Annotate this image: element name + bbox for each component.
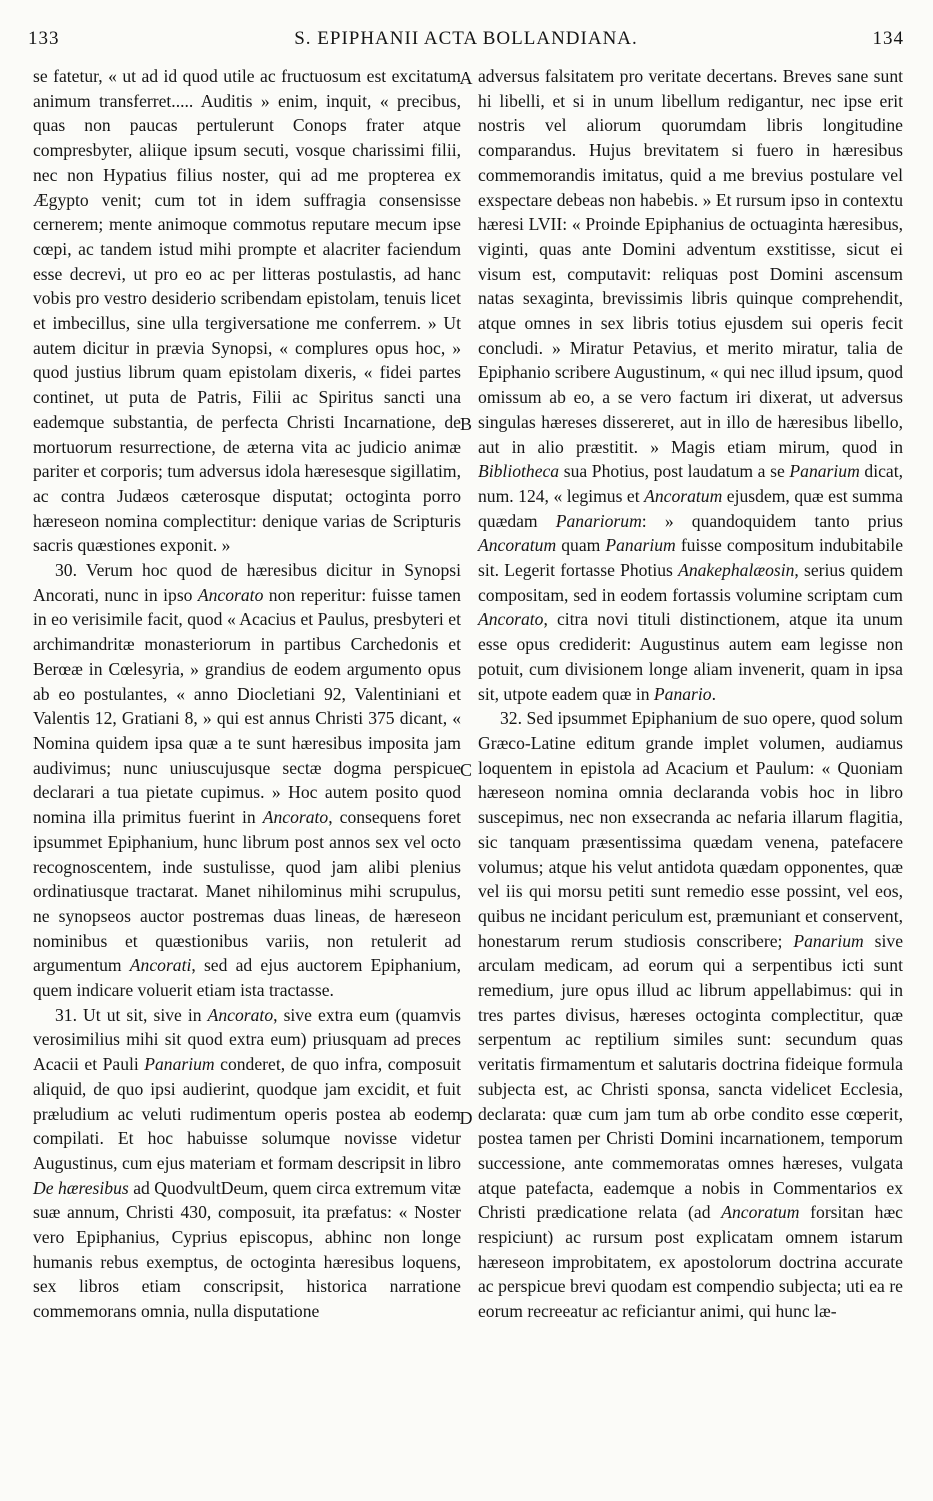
page-number-left: 133: [28, 28, 60, 49]
left-column: [33, 64, 461, 1324]
margin-mark-d: D: [459, 1108, 473, 1128]
margin-mark-b: B: [459, 414, 472, 434]
paragraph-31: 31. Ut ut sit, sive in Ancorato, sive extra eum (quamvis verosimilius mihi sit quod extra eum) priusquam ad preces Acacii et Pauli Panarium conderet, de quo infra, composuit aliquid, de quo ipsi audierint, quodque jam excidit, et fuit præludium ac veluti rudimentum operis postea ab eodem compilati. Et hoc habuisse solumque novisse videtur Augustinus, cum ejus materiam et formam descripsit in libro De hæresibus ad QuodvultDeum, quem circa extremum vitæ suæ annum, Christi 430, composuit, ita præfatus: « Noster vero Epiphanius, Cyprius episcopus, abhinc non longe humanis rebus exemptus, de octoginta hæresibus loquens, sex libros etiam conscripsit, historica narratione commemorans omnia, nulla disputatione: [33, 1004, 462, 1322]
page-number-right: 134: [872, 28, 904, 49]
right-column: [478, 64, 903, 1324]
paragraph-29-continued: se fatetur, « ut ad id quod utile ac fructuosum est excitatum animum transferret..... Auditis » enim, inquit, « precibus, quas non paucas pertulerunt Conops frater atque compresbyter, aliique ipsum secuti, vosque charissimi filii, nec non Hypatius filius noster, qui ad me propterea ex Ægypto venit; cum tot in idem suffragia consensisse cernerem; mente animoque commotus reputare mecum ipse cœpi, ac tandem istud mihi prompte et alacriter faciendum esse decrevi, ut pro eo ac per litteras postulastis, ad hanc vobis pro vestro desiderio scribendam epistolam, tenuis licet et imbecillus, sine ulla tergiversatione me conferrem. » Ut autem dicitur in prævia Synopsi, « complures opus hoc, » quod justius librum quam epistolam dixeris, « fidei partes continet, ut puta de Patris, Filii ac Spiritus sancti una eademque substantia, de perfecta Christi Incarnatione, de mortuorum resurrectione, de æterna vita ac judicio animæ pariter et corporis; tum adversus idola hæresesque sigillatim, ac contra Judæos cæterosque disputat; octoginta porro hæreseon nomina complectitur: denique varias de Scripturis sacris quæstiones exponit. »: [33, 66, 462, 556]
paragraph-31-continued: adversus falsitatem pro veritate decertans. Breves sane sunt hi libelli, et si in unum libellum redigantur, nec ipse erit nostris vel aliorum quorumdam libris longitudine comparandus. Hujus brevitatem si fuero in hæresibus commemorandis imitatus, quid a me brevius postulare vel exspectare debeas non habebis. » Et rursum ipso in contextu hæresi LVII: « Proinde Epiphanius de octuaginta hæresibus, viginti, quas ante Domini adventum exstitisse, sicut ei visum est, computavit: reliquas post Domini ascensum natas sexaginta, brevissimis libris quinque comprehendit, atque omnes in sex libris totius ejusdem sui operis fecit concludi. » Miratur Petavius, et merito miratur, talia de Epiphanio scribere Augustinum, « qui nec illud ipsum, quod omissum ab eo, a se vero factum iri dixerat, ut adversus singulas hæreses dissereret, aut in illo de hæresibus libello, aut in alio præstitit. » Magis etiam mirum, quod in Bibliotheca sua Photius, post laudatum a se Panarium dicat, num. 124, « legimus et Ancoratum ejusdem, quæ est summa quædam Panariorum: » quandoquidem tanto prius Ancoratum quam Panarium fuisse compositum indubitabile sit. Legerit fortasse Photius Anakephalæosin, serius quidem compositam, sed in eodem fortassis volumine scriptam cum Ancorato, citra novi tituli distinctionem, atque ita unum esse opus crediderit: Augustinus autem eam legisse non potuit, cum divisionem longe aliam invenerit, quam in ipsa sit, utpote eadem quæ in Panario.: [478, 66, 903, 704]
running-title: S. EPIPHANII ACTA BOLLANDIANA.: [294, 28, 638, 49]
margin-mark-c: C: [459, 760, 472, 780]
paragraph-32: 32. Sed ipsummet Epiphanium de suo opere, quod solum Græco-Latine editum grande implet volumen, audiamus loquentem in epistola ad Acacium et Paulum: « Quoniam hæreseon nomina omnia declaranda vobis hoc in libro suscepimus, nec non exsecranda ac nefaria illarum flagitia, sic tanquam præsentissima quædam venena, patefacere volumus; atque his velut antidota quædam opponentes, quæ vel iis qui morsu petiti sunt remedio esse possint, vel eos, quibus ne incidant periculum est, præmuniant et conservent, honestarum rerum studiosis conscribere; Panarium sive arculam medicam, ad eorum qui a serpentibus icti sunt remedium, jure opus illud ac librum appellabimus: qui in tres partes divisus, hæreses octoginta complectitur, quæ serpentum ac reptilium similes sunt: secundum quas veritatis firmamentum et salutaris doctrina fideique formula subjecta est, ac Christi sponsa, sancta videlicet Ecclesia, declarata: quæ cum jam tum ab orbe condito esse cœperit, postea tamen per Christi Domini incarnationem, temporum successione, ante commemoratas omnes hæreses, vulgata atque patefacta, eademque a nobis in Commentarios ex Christi prædicatione relata (ad Ancoratum forsitan hæc respiciunt) ac rursum post explicatam omnem istarum hæreseon improbitatem, ex apostolorum doctrina accurate ac perspicue brevi quodam est compendio subjecta; uti ea re eorum recreeatur ac reficiantur animi, qui hunc læ-: [478, 708, 903, 1322]
margin-mark-a: A: [459, 68, 473, 88]
running-header: [28, 28, 904, 56]
paragraph-30: 30. Verum hoc quod de hæresibus dicitur in Synopsi Ancorati, nunc in ipso Ancorato non reperitur: fuisse tamen in eo verisimile facit, quod « Acacius et Paulus, presbyteri et archimandritæ monasteriorum in partibus Carchedonis et Berœæ in Cœlesyria, » grandius de eodem argumento opus ab eo postulantes, « anno Diocletiani 92, Valentiniani et Valentis 12, Gratiani 8, » qui est annus Christi 375 dicant, « Nomina quidem ipsa quæ a te sunt hæresibus imposita jam audivimus; nunc uniuscujusque sectæ dogma perspicue declarari a tua pietate cupimus. » Hoc autem posito quod nomina illa primitus fuerint in Ancorato, consequens foret ipsummet Epiphanium, hunc librum post annos sex vel octo recognoscentem, inde sustulisse, quod jam alibi plenius ordinatiusque tractarat. Manet nihilominus mihi scrupulus, ne synopseos auctor postremas duas lineas, de hæreseon nominibus et quæstionibus variis, non retulerit ad argumentum Ancorati, sed ad ejus auctorem Epiphanium, quem indicare voluerit etiam ista tractasse.: [33, 560, 462, 1001]
